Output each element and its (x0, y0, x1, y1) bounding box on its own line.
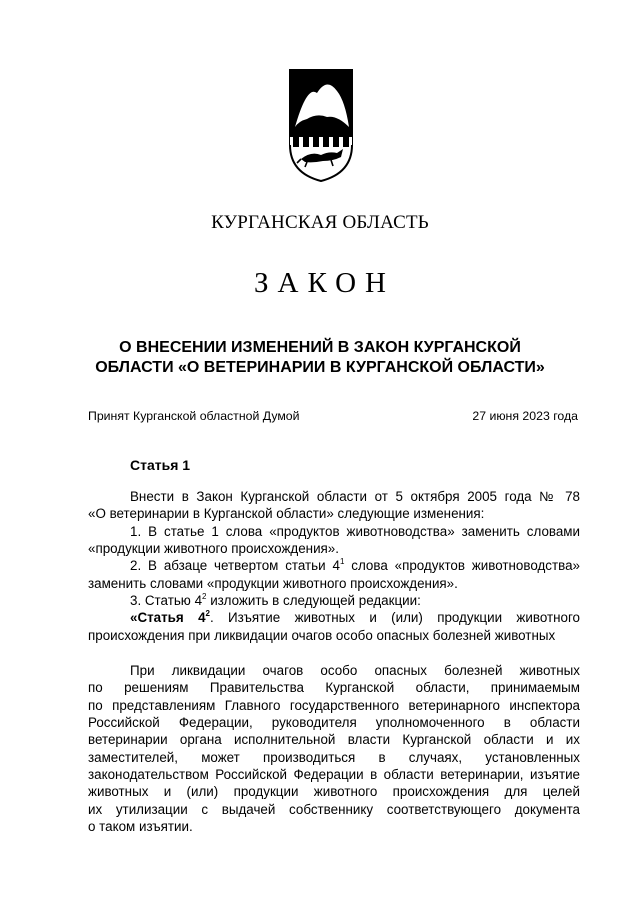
article-line-1: Внести в Закон Курганской области от 5 октября 2005 года № 78 (130, 489, 580, 504)
paragraph-line-2: по решениям Правительства Курганской области, принимаемым (88, 680, 580, 695)
law-title-line-2: ОБЛАСТИ «О ВЕТЕРИНАРИИ В КУРГАНСКОЙ ОБЛАСТИ» (95, 359, 545, 376)
region-name: КУРГАНСКАЯ ОБЛАСТЬ (211, 212, 429, 233)
paragraph-line-6: заместителей, может производиться в случаях, установленных (88, 750, 580, 765)
article-line-7: 3. Статью $4^2$ изложить в следующей редакции: (130, 592, 421, 608)
paragraph-line-5: ветеринарии органа исполнительной власти Курганской области и их (88, 732, 580, 747)
paragraph-line-1: При ликвидации очагов особо опасных болезней животных (130, 663, 580, 678)
article-title: Статья 1 (130, 457, 191, 473)
article-line-4: «продукции животного происхождения». (88, 541, 339, 556)
paragraph-line-7: законодательством Российской Федерации в области ветеринарии, изъятие (88, 767, 580, 782)
paragraph-line-10: о таком изъятии. (88, 819, 193, 834)
paragraph-line-4: Российской Федерации, руководителя уполномоченного в области (88, 715, 580, 730)
adoption-date: 27 июня 2023 года (472, 409, 578, 423)
document-type: ЗАКОН (254, 267, 395, 299)
paragraph-line-8: животных и (или) продукции животного происхождения для целей (88, 784, 580, 799)
law-title (60, 338, 580, 378)
law-title-line-1: О ВНЕСЕНИИ ИЗМЕНЕНИЙ В ЗАКОН КУРГАНСКОЙ (119, 339, 521, 356)
article-line-3: 1. В статье 1 слова «продуктов животноводства» заменить словами (130, 524, 580, 539)
article-line-2: «О ветеринарии в Курганской области» следующие изменения: (88, 506, 485, 521)
kurgan-coat-of-arms-emblem (287, 67, 355, 183)
paragraph-line-9: их утилизации с выдачей собственнику соответствующего документа (88, 802, 580, 817)
article-line-9: происхождения при ликвидации очагов особо опасных болезней животных (88, 628, 556, 643)
article-line-8: «Статья $4^2$. Изъятие животных и (или) продукции животного (130, 609, 580, 625)
article-line-6: заменить словами «продукции животного происхождения». (88, 576, 458, 591)
paragraph-line-3: по представлениям Главного государственного ветеринарного инспектора (88, 698, 580, 713)
adopted-by: Принят Курганской областной Думой (88, 409, 300, 423)
article-line-5: 2. В абзаце четвертом статьи $4^1$ слова «продуктов животноводства» (130, 557, 580, 573)
